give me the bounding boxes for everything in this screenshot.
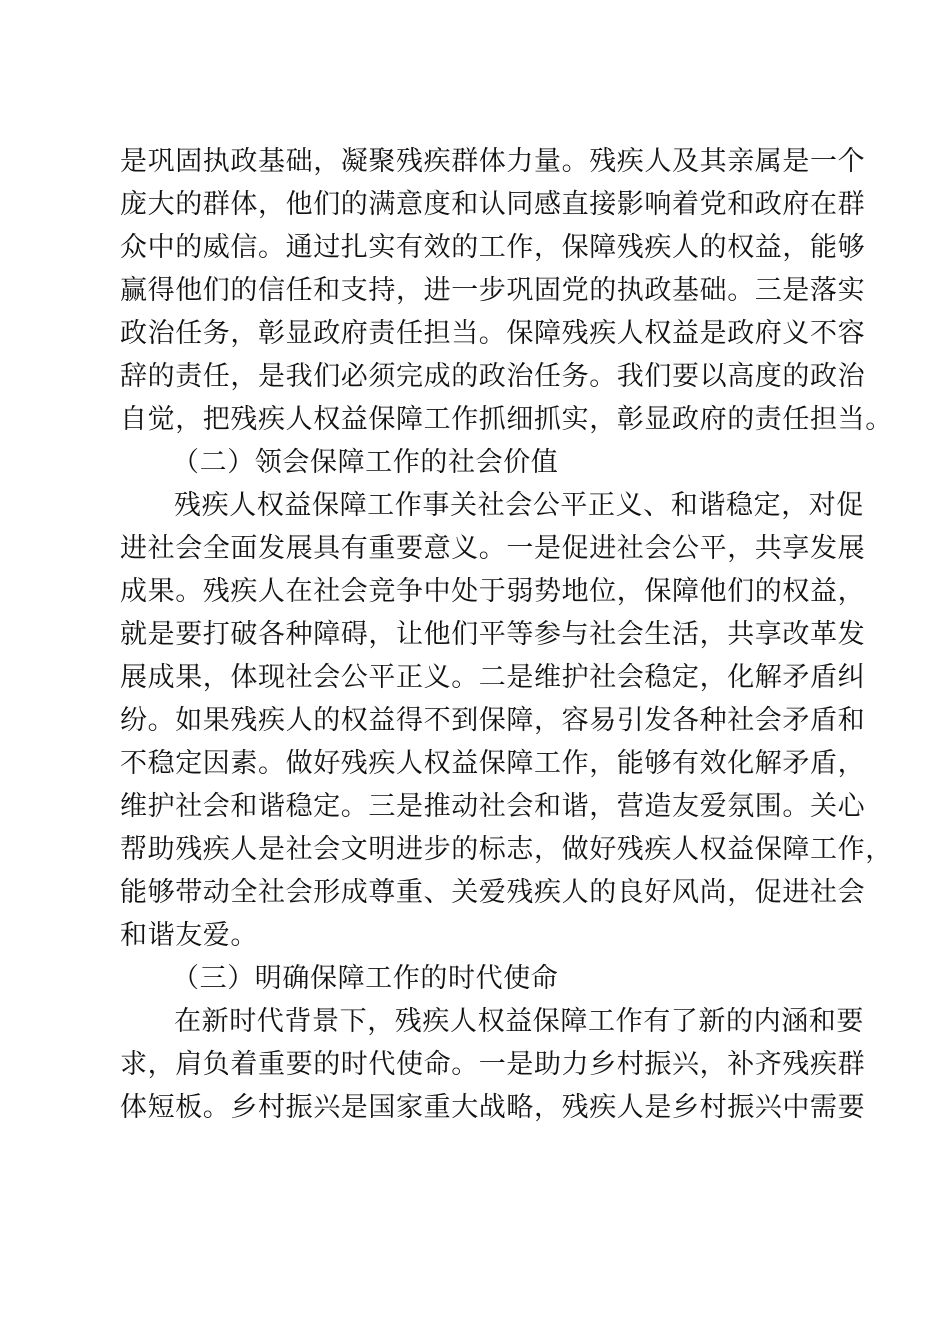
body-line: 求，肩负着重要的时代使命。一是助力乡村振兴，补齐残疾群 [120,1049,866,1080]
body-line: 就是要打破各种障碍，让他们平等参与社会生活，共享改革发 [120,619,866,650]
document-page [120,143,893,1132]
body-line: 体短板。乡村振兴是国家重大战略，残疾人是乡村振兴中需要 [120,1092,866,1123]
body-line: 展成果，体现社会公平正义。二是维护社会稳定，化解矛盾纠 [120,662,866,693]
body-line: 自觉，把残疾人权益保障工作抓细抓实，彰显政府的责任担当。 [120,404,893,435]
section-heading: （三）明确保障工作的时代使命 [172,963,559,994]
body-line: 众中的威信。通过扎实有效的工作，保障残疾人的权益，能够 [120,232,866,263]
body-line: 帮助残疾人是社会文明进步的标志，做好残疾人权益保障工作， [120,834,893,865]
body-line: 是巩固执政基础，凝聚残疾群体力量。残疾人及其亲属是一个 [120,146,866,177]
body-line: 不稳定因素。做好残疾人权益保障工作，能够有效化解矛盾， [120,748,866,779]
body-line: 和谐友爱。 [120,920,258,951]
section-heading: （二）领会保障工作的社会价值 [172,447,559,478]
body-line: 成果。残疾人在社会竞争中处于弱势地位，保障他们的权益， [120,576,866,607]
body-line: 纷。如果残疾人的权益得不到保障，容易引发各种社会矛盾和 [120,705,866,736]
body-line: 在新时代背景下，残疾人权益保障工作有了新的内涵和要 [174,1006,864,1037]
body-line: 残疾人权益保障工作事关社会公平正义、和谐稳定，对促 [174,490,864,521]
body-line: 维护社会和谐稳定。三是推动社会和谐，营造友爱氛围。关心 [120,791,866,822]
body-line: 辞的责任，是我们必须完成的政治任务。我们要以高度的政治 [120,361,866,392]
body-line: 赢得他们的信任和支持，进一步巩固党的执政基础。三是落实 [120,275,866,306]
body-line: 政治任务，彰显政府责任担当。保障残疾人权益是政府义不容 [120,318,866,349]
body-line: 进社会全面发展具有重要意义。一是促进社会公平，共享发展 [120,533,866,564]
body-line: 庞大的群体，他们的满意度和认同感直接影响着党和政府在群 [120,189,866,220]
body-line: 能够带动全社会形成尊重、关爱残疾人的良好风尚，促进社会 [120,877,866,908]
